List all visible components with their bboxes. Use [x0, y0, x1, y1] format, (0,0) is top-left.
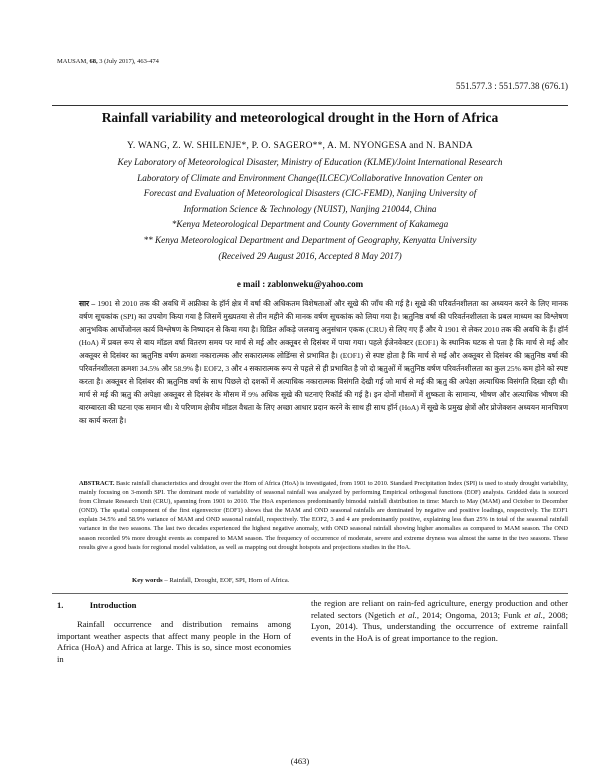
paper-title: Rainfall variability and meteorological drought in the Horn of Africa	[101, 110, 499, 125]
abstract-text: Basic rainfall characteristics and drought over the Horn of Africa (HoA) is investigated, from 1901 to 2010. Standard Precipitation Index (SPI) is used to study drought variability, mainly focusing on 3-month SPI. The dominant mode of variability of seasonal rainfall was analyzed by performing Empirical orthogonal functions (EOF) analysis. Gridded data is sourced from Climate Research Unit (CRU), spanning from 1901 to 2010. The HoA experiences predominantly bimodal rainfall distribution in time: March to May (MAM) and October to December (OND). The spatial component of the first eigenvector (EOF1) shows that the MAM and OND seasonal rainfalls are dominated by negative and positive loadings, respectively. The EOF1 explain 34.5% and 58.9% variance of MAM and OND seasonal rainfall, respectively. The EOF2, 3 and 4 are predominantly positive, explaining less than 25% in total of the seasonal rainfall variance in the two seasons. The last two decades experienced the highest negative anomaly, with OND seasonal rainfall showing higher anomalies as compared to MAM season. The OND season recorded 9% more drought events as compared to MAM season. The frequency of occurrence of moderate, severe and extreme dryness was almost the same in the two seasons. These results give a good basis for regional model validation, as well as mapping out drought hotspots and projections studies in the HoA.	[79, 480, 568, 551]
affiliation-line: Information Science & Technology (NUIST), Nanjing 210044, China	[183, 203, 437, 214]
author-list: Y. WANG, Z. W. SHILENJE*, P. O. SAGERO**, A. M. NYONGESA and N. BANDA	[127, 141, 473, 151]
page-number: (463)	[290, 756, 310, 766]
contact-email: e mail : zablonweku@yahoo.com	[236, 279, 364, 289]
journal-citation	[57, 58, 159, 65]
affiliations	[60, 155, 560, 264]
et-al-text: et al.	[524, 609, 543, 620]
affiliation-line: *Kenya Meteorological Department and County Government of Kakamega	[171, 219, 449, 230]
section-heading	[57, 600, 136, 610]
body-column-right	[311, 598, 568, 644]
header-rule	[52, 105, 568, 106]
abstract-label: ABSTRACT.	[79, 480, 115, 487]
intro-paragraph-cont-b: , 2014; Ongoma, 2013; Funk	[416, 609, 525, 620]
affiliation-line: Key Laboratory of Meteorological Disaster, Ministry of Education (KLME)/Joint International Research	[117, 157, 503, 167]
hindi-abstract	[79, 297, 568, 427]
received-dates: (Received 29 August 2016, Accepted 8 May 2017)	[218, 250, 402, 261]
keywords	[132, 577, 568, 584]
affiliation-line: Forecast and Evaluation of Meteorological Disasters (CIC-FEMD), Nanjing University of	[143, 188, 477, 199]
affiliation-line: Laboratory of Climate and Environment Change(ILCEC)/Collaborative Innovation Center on	[137, 172, 483, 183]
keywords-label: Key words	[132, 577, 163, 584]
et-al-text: et al.	[398, 609, 417, 620]
keywords-text: – Rainfall, Drought, EOF, SPI, Horn of Africa.	[162, 577, 290, 584]
journal-volume: 68,	[89, 58, 98, 65]
intro-paragraph: Rainfall occurrence and distribution remains among important weather aspects that affect many people in the Horn of Africa (HoA) and Africa at large. This is so, since most economies in	[57, 619, 291, 664]
english-abstract	[79, 479, 568, 552]
intro-paragraph-cont-a: the region are reliant on rain-fed agriculture, energy production and other related sectors (Ngetich	[311, 598, 568, 620]
body-column-left	[57, 619, 291, 665]
affiliation-line: ** Kenya Meteorological Department and Department of Geography, Kenyatta University	[143, 234, 477, 245]
udc-classification: 551.577.3 : 551.577.38 (676.1)	[456, 81, 568, 91]
section-number: 1.	[57, 600, 64, 610]
journal-name: MAUSAM,	[57, 58, 88, 65]
hindi-abstract-label: सार –	[79, 299, 96, 308]
journal-issue-pages: 3 (July 2017), 463-474	[99, 58, 159, 65]
abstract-rule	[52, 593, 568, 594]
hindi-abstract-text: 1901 से 2010 तक की अवधि में अफ्रीका के हॉर्न क्षेत्र में वर्षा की अधिकतम विशेषताओं और सूखे की जाँच की गई है। सूखे की परिवर्तनशीलता का अध्ययन करने के लिए मानक वर्षण सूचकांक (SPI) का उपयोग किया गया है जिसमें मुख्यतया से तीन महीने की मानक वर्षण सूचकांक को लिया गया है। ऋतुनिष्ठ वर्षा की परिवर्तनशीलता के प्रबल माध्यम का विश्लेषण आनुभविक आर्थोजोनल कार्य विश्लेषण के निष्पादन से किया गया है। ग्रिडित आँकड़े जलवायु अनुसंधान एकक (CRU) से लिए गए हैं और ये 1901 से लेकर 2010 तक की अवधि के हैं। हॉर्न (HoA) में प्रबल रूप से बाय मॉडल वर्षा वितरण समय पर मार्च से मई और अक्तूबर से दिसंबर में पाया गया। पहले ईजेनवेक्टर (EOF1) के स्थानिक घटक से पता है कि मार्च से मई और अक्तूबर से दिसंबर का ऋतुनिष्ठ वर्षण क्रमशः नकारात्मक और सकारात्मक लोडिंग्स से प्रभावित है। (EOF1) से स्पष्ट होता है कि मार्च से मई और अक्तूबर से दिसंबर की ऋतुनिष्ठ वर्षा की परिवर्तनशीलता क्रमशः 34.5% और 58.9% है। EOF2, 3 और 4 सकारात्मक रूप से पहले से ही प्रभावित है जो दो ऋतुओं में ऋतुनिष्ठ वर्षण परिवर्तनशीलता का कुल 25% कम होने को स्पष्ट करता है। अक्तूबर से दिसंबर की ऋतुनिष्ठ वर्षा के साथ पिछले दो दशकों में अत्याधिक नकारात्मक विसंगति देखी गई जो मार्च से मई की ऋतु की अपेक्षा अत्याधिक विसंगति दिखा रही थी। मार्च से मई की ऋतु की अपेक्षा अक्तूबर से दिसंबर के मौसम में 9% अधिक सूखे की घटनाएं रिकॉर्ड की गई है। इन दोनों मौसमों में शुष्कता के सामान्य, भीषण और अत्याधिक भीषण की बारम्बारता की घटना एक समान थी। ये परिणाम क्षेत्रीय मॉडल वैधता के लिए अच्छा आधार प्रदान करने के साथ ही साथ हॉर्न (HoA) में सूखे के प्रमुख क्षेत्रों और प्रोजेक्शन अध्ययन मानचित्रण का कार्य करता है।	[79, 299, 568, 426]
section-title: Introduction	[89, 600, 137, 610]
intro-paragraph-cont-c: , 2008; Lyon, 2014). Thus, understanding the occurrence of extreme rainfall events in the HoA is of great importance to the region.	[311, 609, 568, 643]
